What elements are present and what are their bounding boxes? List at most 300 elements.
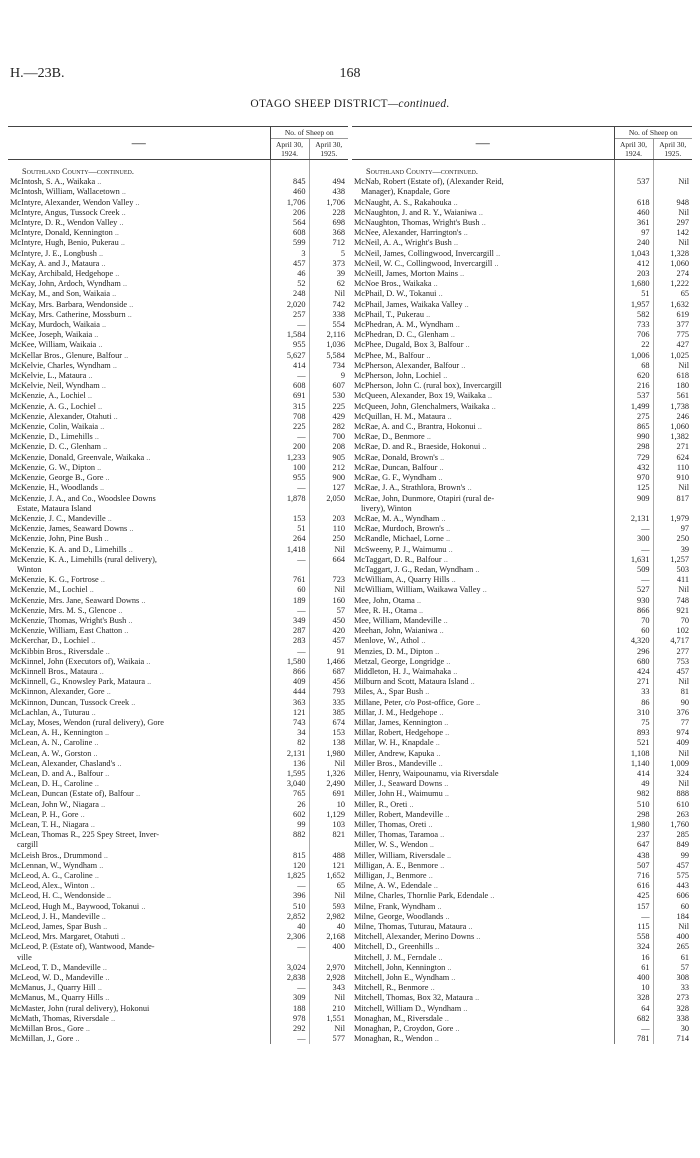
leader-dots: .. (105, 993, 110, 1003)
owner-name: McLean, Thomas R., 225 Spey Street, Inver- (8, 830, 270, 840)
sheep-count-1925: 90 (653, 698, 692, 708)
owner-name: McKenzie, Mrs. M. S., Glencoe .. (8, 606, 270, 616)
name-column-header: — (352, 127, 614, 160)
sheep-count-1925: 4,717 (653, 636, 692, 646)
sheep-count-1924: 424 (614, 667, 653, 677)
leader-dots: .. (98, 248, 104, 258)
sheep-count-1924: 189 (270, 596, 309, 606)
owner-name: McNaughton, Thomas, Wright's Bush .. (352, 218, 614, 228)
table-row (352, 616, 692, 626)
sheep-count-1924: 537 (614, 177, 653, 187)
owner-name: McWilliam, William, Waikawa Valley .. (352, 585, 614, 595)
owner-name: McKerchar, D., Lochiel .. (8, 636, 270, 646)
owner-name: Milburn and Scott, Mataura Island .. (352, 677, 614, 687)
leader-dots: .. (105, 973, 110, 983)
sheep-count-1925: 900 (309, 473, 348, 483)
owner-name: McKelvie, L., Mataura .. (8, 371, 270, 381)
name-column-header: — (8, 127, 270, 160)
leader-dots: .. (105, 768, 110, 778)
leader-dots: .. (477, 422, 482, 432)
sheep-count-1924: 706 (614, 330, 653, 340)
leader-dots: .. (447, 411, 452, 421)
owner-name: McManus, J., Quarry Hill .. (8, 983, 270, 993)
leader-dots: .. (447, 962, 452, 972)
leader-dots: .. (444, 789, 449, 799)
table-row (352, 177, 692, 187)
table-row (352, 320, 692, 330)
sheep-count-1925: 687 (309, 667, 348, 677)
owner-name: Mitchell, John E., Wyndham .. (352, 973, 614, 983)
owner-name: McLean, D. H., Caroline .. (8, 779, 270, 789)
leader-dots: .. (124, 626, 129, 636)
owner-name: McKenzie, M., Lochiel .. (8, 585, 270, 595)
leader-dots: .. (443, 371, 448, 381)
table-row (8, 993, 348, 1003)
table-row (352, 310, 692, 320)
sheep-count-1925: 62 (309, 279, 348, 289)
leader-dots: .. (438, 758, 443, 768)
sheep-count-1924: 1,140 (614, 759, 653, 769)
leader-dots: .. (426, 432, 431, 442)
sheep-count-1925: 714 (653, 1034, 692, 1044)
leader-dots: .. (105, 473, 110, 483)
owner-name: McLean, A. H., Kennington .. (8, 728, 270, 738)
owner-name: McKay, Mrs. Catherine, Mossburn .. (8, 310, 270, 320)
leader-dots: .. (91, 636, 96, 646)
leader-dots: .. (439, 626, 444, 636)
leader-dots: .. (129, 299, 134, 309)
owner-name: McPherson, John, Lochiel .. (352, 371, 614, 381)
sheep-count-1925: 142 (653, 228, 692, 238)
sheep-count-1924: 206 (270, 208, 309, 218)
sheep-count-1925: 127 (309, 483, 348, 493)
sheep-count-1924: 602 (270, 810, 309, 820)
table-row (8, 545, 348, 555)
leader-dots: .. (122, 279, 128, 289)
sheep-count-1925: 103 (309, 820, 348, 830)
leader-dots: .. (433, 881, 438, 891)
sheep-count-1925: 338 (653, 1014, 692, 1024)
sheep-count-1925: 593 (309, 902, 348, 912)
sheep-count-1924: 444 (270, 687, 309, 697)
sheep-count-1924: — (614, 545, 653, 555)
leader-dots: .. (443, 554, 448, 564)
table-row (352, 718, 692, 728)
sheep-count-1924: 2,838 (270, 973, 309, 983)
leader-dots: .. (146, 656, 151, 666)
sheep-count-1925: 228 (309, 208, 348, 218)
sheep-count-1924: 257 (270, 310, 309, 320)
sheep-count-1924: — (270, 371, 309, 381)
owner-name: McKenzie, D., Limehills .. (8, 432, 270, 442)
sheep-count-1924: 310 (614, 708, 653, 718)
table-row (8, 820, 348, 830)
sheep-count-1924: 564 (270, 218, 309, 228)
owner-name: Miles, A., Spar Bush .. (352, 687, 614, 697)
sheep-count-1924: 708 (270, 412, 309, 422)
owner-name: McKenzie, Alexander, Otahuti .. (8, 412, 270, 422)
leader-dots: .. (99, 666, 104, 676)
table-row (352, 187, 692, 197)
sheep-count-1924: 86 (614, 698, 653, 708)
sheep-count-1924: 400 (614, 973, 653, 983)
leader-dots: .. (463, 1003, 468, 1013)
owner-name: McKenzie, Colin, Waikaia .. (8, 422, 270, 432)
owner-name: Monaghan, R., Wendon .. (352, 1034, 614, 1044)
leader-dots: .. (88, 371, 93, 381)
sheep-count-1925: 121 (309, 861, 348, 871)
sheep-count-1925: 203 (309, 514, 348, 524)
table-row (8, 708, 348, 718)
owner-name: Monaghan, M., Riversdale .. (352, 1014, 614, 1024)
leader-dots: .. (94, 779, 99, 789)
sheep-count-1924: — (614, 912, 653, 922)
owner-name: Mitchell, Alexander, Merino Downs .. (352, 932, 614, 942)
owner-name: McKenzie, A., Lochiel .. (8, 391, 270, 401)
sheep-count-1924: 2,020 (270, 300, 309, 310)
leader-dots: .. (128, 615, 133, 625)
table-row (352, 534, 692, 544)
leader-dots: .. (101, 799, 106, 809)
owner-name: McKinnon, Alexander, Gore .. (8, 687, 270, 697)
owner-name: McIntyre, J. E., Longbush .. (8, 249, 270, 259)
sheep-count-1925: 160 (309, 596, 348, 606)
leader-dots: .. (487, 391, 493, 401)
owner-name: McKenzie, K. A. and D., Limehills .. (8, 545, 270, 555)
leader-dots: .. (428, 820, 433, 829)
table-row (352, 993, 692, 1003)
sheep-count-1925: 373 (309, 259, 348, 269)
leader-dots: .. (475, 993, 480, 1003)
sheep-count-1924: 521 (614, 738, 653, 748)
leader-dots: .. (440, 860, 445, 870)
sheep-count-1925: 427 (653, 340, 692, 350)
sheep-count-1924: 298 (614, 442, 653, 452)
owner-name: McKinnon, Duncan, Tussock Creek .. (8, 698, 270, 708)
sheep-count-1925: 153 (309, 728, 348, 738)
owner-name: McKay, Archibald, Hedgehope .. (8, 269, 270, 279)
sheep-count-1924: 115 (614, 922, 653, 932)
table-row (352, 626, 692, 636)
sheep-count-1924: — (270, 983, 309, 993)
sheep-count-1924: 3 (270, 249, 309, 259)
leader-dots: .. (435, 942, 440, 952)
sheep-count-1925: 273 (653, 993, 692, 1003)
sheep-count-1925: 624 (653, 453, 692, 463)
owner-name: McLean, T. H., Niagara .. (8, 820, 270, 830)
table-row (8, 238, 348, 248)
sheep-count-1924: 296 (614, 647, 653, 657)
leader-dots: .. (147, 677, 152, 687)
sheep-count-1924 (270, 840, 309, 850)
sheep-count-1925: 610 (653, 800, 692, 810)
sheep-count-1925: 70 (653, 616, 692, 626)
sheep-count-1924: 970 (614, 473, 653, 483)
owner-name: Manager), Knapdale, Gore (352, 187, 614, 197)
sheep-count-1924: 225 (270, 422, 309, 432)
sheep-count-1925: Nil (653, 749, 692, 759)
table-row (352, 249, 692, 259)
owner-name: McKenzie, H., Woodlands .. (8, 483, 270, 493)
sheep-count-1925: 2,050 (309, 494, 348, 504)
sheep-count-1924: 1,825 (270, 871, 309, 881)
owner-name: McKay, A. and J., Mataura .. (8, 259, 270, 269)
sheep-count-1925: 734 (309, 361, 348, 371)
table-row (352, 1004, 692, 1014)
table-row (8, 912, 348, 922)
table-row (8, 585, 348, 595)
sheep-count-1924: 51 (270, 524, 309, 534)
table-row (352, 330, 692, 340)
table-row (352, 983, 692, 993)
table-row (352, 453, 692, 463)
sheep-count-1924 (270, 565, 309, 575)
sheep-count-1925: 575 (653, 871, 692, 881)
owner-name: McPherson, John C. (rural box), Invercargill (352, 381, 614, 391)
owner-name: McLean, A. W., Gorston .. (8, 749, 270, 759)
sheep-count-1924: 616 (614, 881, 653, 891)
table-row (8, 1014, 348, 1024)
sheep-count-1925: 77 (653, 718, 692, 728)
sheep-count-1925: 2,168 (309, 932, 348, 942)
sheep-count-1924: 761 (270, 575, 309, 585)
sheep-count-1924: 990 (614, 432, 653, 442)
sheep-count-1924: 729 (614, 453, 653, 463)
leader-dots: .. (120, 238, 125, 248)
owner-name: McKenzie, Mrs. Jane, Seaward Downs .. (8, 596, 270, 606)
table-row (8, 902, 348, 912)
sheep-count-1925: 39 (653, 545, 692, 555)
sheep-count-1924: 2,306 (270, 932, 309, 942)
table-row (8, 636, 348, 646)
sheep-table-right (352, 126, 692, 1044)
owner-name: McLeod, Hugh M., Baywood, Tokanui .. (8, 902, 270, 912)
owner-name: McQueen, John, Glenchalmers, Waikaka .. (352, 402, 614, 412)
sheep-count-1925: 250 (309, 534, 348, 544)
leader-dots: .. (482, 442, 487, 452)
leader-dots: .. (89, 585, 94, 595)
sheep-count-1925: 33 (653, 983, 692, 993)
leader-dots: .. (438, 473, 443, 483)
sheep-count-1925: 429 (309, 412, 348, 422)
owner-name: Mee, John, Otama .. (352, 596, 614, 606)
owner-name: McKelvie, Neil, Wyndham .. (8, 381, 270, 391)
sheep-count-1924: 1,584 (270, 330, 309, 340)
table-row (352, 810, 692, 820)
sheep-count-1925: 250 (653, 534, 692, 544)
sheep-count-1924: 292 (270, 1024, 309, 1034)
sheep-count-1925: 849 (653, 840, 692, 850)
leader-dots: .. (119, 218, 124, 228)
table-row (352, 728, 692, 738)
sheep-count-1924: 33 (614, 687, 653, 697)
sheep-count-1924: — (270, 881, 309, 891)
owner-name: Miller, Henry, Waipounamu, via Riversdale (352, 769, 614, 779)
table-row (8, 922, 348, 932)
sheep-count-1925: 821 (309, 830, 348, 840)
owner-name: McKenzie, G. W., Dipton .. (8, 463, 270, 473)
owner-name: McLean, P. H., Gore .. (8, 810, 270, 820)
sheep-count-1925: 1,025 (653, 351, 692, 361)
sheep-count-1925: 1,009 (653, 759, 692, 769)
sheep-count-1925: 674 (309, 718, 348, 728)
owner-name: Winton (8, 565, 270, 575)
sheep-count-1924: 409 (270, 677, 309, 687)
table-row (8, 698, 348, 708)
owner-name: McIntyre, Angus, Tussock Creek .. (8, 208, 270, 218)
table-row (8, 371, 348, 381)
leader-dots: .. (450, 330, 455, 340)
table-row (352, 340, 692, 350)
sheep-count-1925: 619 (653, 310, 692, 320)
owner-name: McLeod, A. G., Caroline .. (8, 871, 270, 881)
table-row (352, 687, 692, 697)
sheep-count-1925: 274 (653, 269, 692, 279)
leader-dots: .. (455, 320, 460, 330)
owner-name: McMillan, J., Gore .. (8, 1034, 270, 1044)
leader-dots: .. (121, 207, 126, 217)
owner-name: Monaghan, P., Croydon, Gore .. (352, 1024, 614, 1034)
sheep-count-1924: 10 (614, 983, 653, 993)
table-row (8, 524, 348, 534)
table-row (352, 789, 692, 799)
table-row (8, 840, 348, 850)
table-row (8, 361, 348, 371)
owner-name: Meehan, John, Waianiwa .. (352, 626, 614, 636)
leader-dots: .. (446, 524, 451, 534)
table-row (352, 851, 692, 861)
sheep-count-1925: 297 (653, 218, 692, 228)
table-row (352, 585, 692, 595)
owner-name: McRae, D. and R., Braeside, Hokonui .. (352, 442, 614, 452)
table-row (8, 473, 348, 483)
sheep-count-1925: Nil (653, 922, 692, 932)
leader-dots: .. (97, 983, 102, 993)
sheep-count-1925: 97 (653, 524, 692, 534)
sheep-count-1924: 82 (270, 738, 309, 748)
leader-dots: .. (429, 840, 434, 850)
sheep-count-1925: 1,551 (309, 1014, 348, 1024)
table-row (8, 677, 348, 687)
table-row (8, 749, 348, 759)
leader-dots: .. (111, 1013, 116, 1023)
leader-dots: .. (440, 830, 445, 840)
table-row (352, 442, 692, 452)
sheep-count-1924: 363 (270, 698, 309, 708)
owner-name: Mee, William, Mandeville .. (352, 616, 614, 626)
sheep-count-1925: 664 (309, 555, 348, 565)
owner-name: McKay, Murdoch, Waikaia .. (8, 320, 270, 330)
sheep-count-1924: 618 (614, 198, 653, 208)
sheep-count-1924: 100 (270, 463, 309, 473)
sheep-count-1924: 34 (270, 728, 309, 738)
owner-name: McLean, A. N., Caroline .. (8, 738, 270, 748)
sheep-count-1925: 948 (653, 198, 692, 208)
leader-dots: .. (75, 1034, 80, 1044)
sheep-count-1924: 75 (614, 718, 653, 728)
table-row (8, 300, 348, 310)
leader-dots: .. (438, 952, 443, 962)
owner-name: McLeod, W. D., Mandeville .. (8, 973, 270, 983)
leader-dots: .. (106, 891, 112, 901)
table-row (8, 330, 348, 340)
table-row (352, 779, 692, 789)
table-row (8, 442, 348, 452)
table-row (352, 922, 692, 932)
sheep-count-1925: Nil (309, 759, 348, 769)
sheep-count-1924: — (270, 647, 309, 657)
sheep-count-1924: 283 (270, 636, 309, 646)
sheep-count-1925: 246 (653, 412, 692, 422)
left-column (8, 126, 348, 1044)
owner-name: Miller, Thomas, Oreti .. (352, 820, 614, 830)
owner-name: Millar, W. H., Knapdale .. (352, 738, 614, 748)
leader-dots: .. (453, 197, 458, 207)
leader-dots: .. (476, 932, 481, 942)
leader-dots: .. (444, 1013, 449, 1023)
leader-dots: .. (421, 636, 426, 646)
owner-name: McLeod, P. (Estate of), Wantwood, Mande- (8, 942, 270, 952)
owner-name: McNaught, A. S., Rakahouka .. (352, 198, 614, 208)
leader-dots: .. (141, 901, 146, 911)
owner-name: McMillan Bros., Gore .. (8, 1024, 270, 1034)
owner-name: McLeod, Alex., Winton .. (8, 881, 270, 891)
leader-dots: .. (97, 177, 102, 187)
leader-dots: .. (445, 534, 451, 544)
sheep-count-1925: Nil (653, 779, 692, 789)
sheep-count-1925: Nil (653, 677, 692, 687)
sheep-count-1924: 1,006 (614, 351, 653, 361)
leader-dots: .. (433, 279, 438, 289)
table-row (8, 738, 348, 748)
owner-name: McIntyre, D. R., Wendon Valley .. (8, 218, 270, 228)
table-row (8, 830, 348, 840)
sheep-count-1925: 700 (309, 432, 348, 442)
table-row (352, 657, 692, 667)
table-row (8, 932, 348, 942)
table-row (352, 524, 692, 534)
sheep-count-1924: 608 (270, 228, 309, 238)
sheep-count-1925: 376 (653, 708, 692, 718)
sheep-count-1925: Nil (309, 545, 348, 555)
table-row (8, 381, 348, 391)
table-row (352, 565, 692, 575)
sheep-count-1924: 1,680 (614, 279, 653, 289)
table-row (352, 953, 692, 963)
owner-name: McTaggart, D. R., Balfour .. (352, 555, 614, 565)
sheep-count-1924: 97 (614, 228, 653, 238)
owner-name: McLay, Moses, Wendon (rural delivery), Gore (8, 718, 270, 728)
table-row (8, 769, 348, 779)
sheep-count-1924: 125 (614, 483, 653, 493)
table-row (352, 432, 692, 442)
leader-dots: .. (482, 585, 487, 595)
sheep-count-1925: 554 (309, 320, 348, 330)
sheep-count-1924: — (270, 555, 309, 565)
leader-dots: .. (112, 289, 117, 299)
table-row (352, 759, 692, 769)
owner-name: Milligan, J., Benmore .. (352, 871, 614, 881)
sheep-count-1925: 65 (653, 289, 692, 299)
sheep-count-1924: 328 (614, 993, 653, 1003)
leader-dots: .. (455, 1024, 460, 1034)
leader-dots: .. (107, 513, 112, 523)
sheep-count-1924: 608 (270, 381, 309, 391)
sheep-count-1924: 49 (614, 779, 653, 789)
sheep-count-1925: 138 (309, 738, 348, 748)
owner-name: Mee, R. H., Otama .. (352, 606, 614, 616)
year-1925-header: April 30, 1925. (653, 139, 692, 160)
